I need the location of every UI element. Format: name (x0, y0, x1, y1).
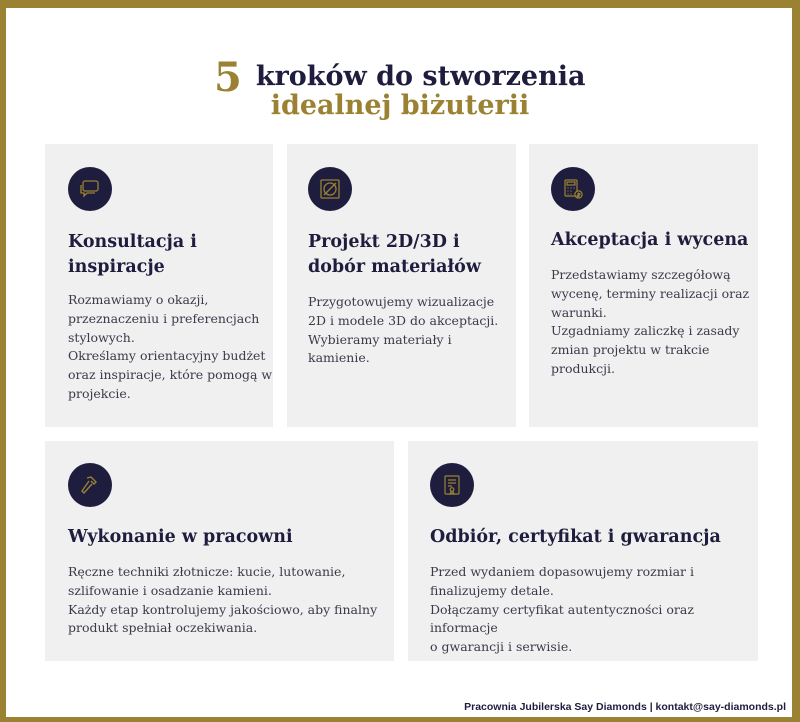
calculator-icon (551, 167, 595, 211)
step-text: zmian projektu w trakcie (551, 342, 710, 358)
step-text: oraz inspiracje, które pomogą w (68, 367, 273, 383)
step-text: Rozmawiamy o okazji, (68, 292, 209, 307)
step-text: Przedstawiamy szczegółową (551, 267, 731, 282)
step-card-delivery (408, 441, 758, 661)
step-title: inspiracje (68, 257, 165, 277)
title-line-1 (214, 48, 586, 101)
step-text: kamienie. (308, 350, 370, 366)
step-text: finalizujemy detale. (430, 582, 554, 598)
step-text: przeznaczeniu i preferencjach (68, 310, 260, 326)
step-text: wycenę, terminy realizacji oraz (551, 285, 750, 301)
step-text: Ręczne techniki złotnicze: kucie, lutowanie, (68, 564, 346, 579)
step-text: Uzgadniamy zaliczkę i zasady (551, 323, 740, 339)
step-text: stylowych. (68, 329, 135, 345)
step-text: Każdy etap kontrolujemy jakościowo, aby finalny (68, 601, 378, 617)
step-card-design (287, 144, 516, 427)
title-number: 5 (214, 54, 242, 101)
step-title: Odbiór, certyfikat i gwarancja (430, 527, 721, 547)
step-title: dobór materiałów (308, 257, 481, 277)
step-card-consultation (45, 144, 273, 427)
step-title: Konsultacja i (68, 232, 197, 252)
step-title: Projekt 2D/3D i (308, 232, 460, 252)
step-text: warunki. (551, 304, 607, 320)
step-text: Dołączamy certyfikat autentyczności oraz informacje (430, 601, 694, 636)
hammer-icon (68, 463, 112, 507)
step-text: Przed wydaniem dopasowujemy rozmiar i (430, 564, 695, 579)
chat-bubbles-icon (68, 167, 112, 211)
step-title: Akceptacja i wycena (551, 230, 749, 250)
step-text: Określamy orientacyjny budżet (68, 348, 266, 364)
step-card-workshop (45, 441, 394, 661)
step-text: Wybieramy materiały i (308, 331, 452, 347)
title-text-1: kroków do stworzenia (255, 61, 586, 92)
step-card-acceptance (529, 144, 758, 427)
step-text: projekcie. (68, 385, 131, 401)
footer-contact: Pracownia Jubilerska Say Diamonds | kontakt@say-diamonds.pl (464, 701, 786, 713)
step-text: 2D i modele 3D do akceptacji. (308, 312, 499, 328)
step-title: Wykonanie w pracowni (68, 527, 293, 547)
step-text: produkcji. (551, 360, 615, 376)
step-text: o gwarancji i serwisie. (430, 639, 573, 655)
certificate-icon (430, 463, 474, 507)
step-text: produkt spełniał oczekiwania. (68, 620, 258, 636)
title-text-2: idealnej biżuterii (270, 90, 530, 121)
diamond-design-icon (308, 167, 352, 211)
step-text: szlifowanie i osadzanie kamieni. (68, 582, 272, 598)
step-text: Przygotowujemy wizualizacje (308, 294, 495, 309)
